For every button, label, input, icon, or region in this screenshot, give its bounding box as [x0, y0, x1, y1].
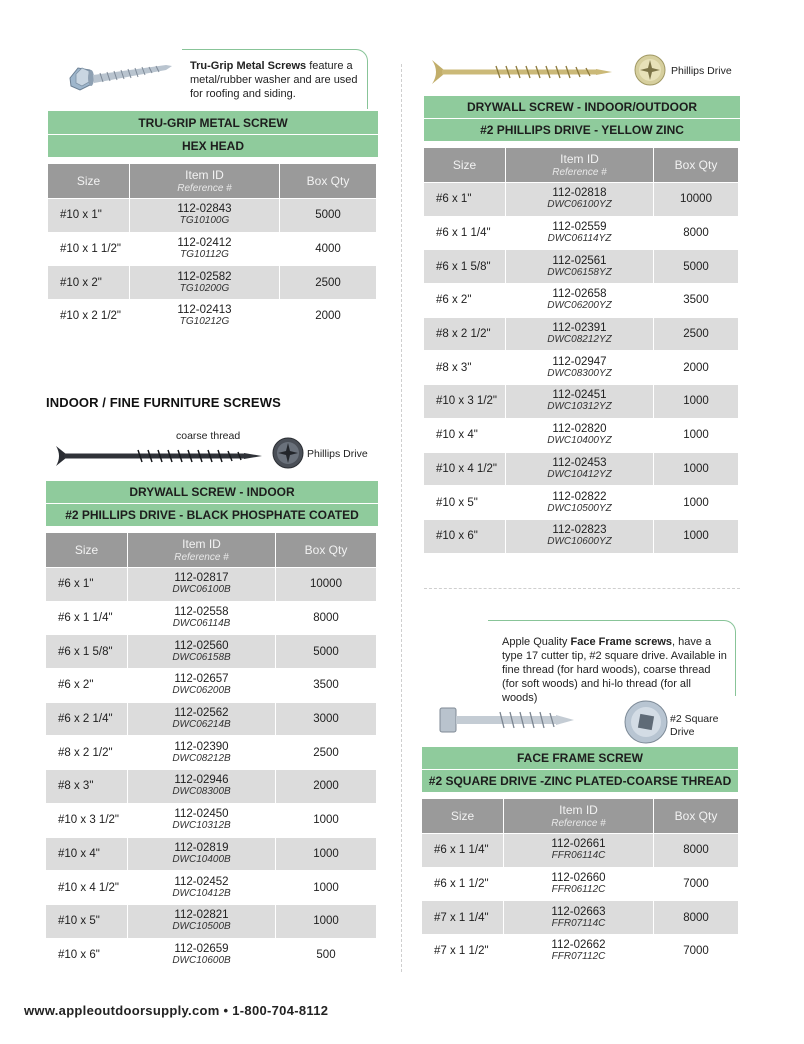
- item-column-header: Item ID Reference #: [130, 164, 280, 198]
- box-qty-cell: 2000: [313, 780, 339, 793]
- faceframe-subtitle-bar: #2 SQUARE DRIVE -ZINC PLATED-COARSE THREAD: [422, 770, 738, 793]
- trugrip-subtitle-bar: HEX HEAD: [48, 135, 378, 158]
- reference-number: DWC06214B: [172, 719, 231, 731]
- table-row: [424, 452, 738, 486]
- item-id: 112-02821: [174, 909, 229, 922]
- box-qty-cell: 1000: [683, 462, 709, 475]
- size-cell: #10 x 1": [48, 199, 130, 232]
- item-id: 112-02451: [552, 389, 607, 402]
- item-id-cell: [128, 669, 276, 702]
- indoor-table: [46, 533, 376, 971]
- item-id-cell: [130, 233, 280, 266]
- box-qty-cell: 7000: [683, 878, 709, 891]
- table-row: [46, 601, 376, 635]
- box-qty-cell: 1000: [683, 395, 709, 408]
- box-qty-cell: 8000: [683, 844, 709, 857]
- item-id: 112-02390: [174, 740, 229, 753]
- reference-number: DWC10600B: [172, 954, 231, 966]
- size-cell: #6 x 1 5/8": [46, 635, 128, 668]
- item-id: 112-02450: [174, 808, 229, 821]
- box-qty-cell: 2500: [315, 276, 341, 289]
- item-id: 112-02947: [552, 355, 607, 368]
- square-drive-icon: [624, 700, 668, 744]
- size-cell: #10 x 6": [424, 520, 506, 553]
- faceframe-callout-bold: Face Frame screws: [570, 636, 672, 648]
- indoor-title-bar: DRYWALL SCREW - INDOOR: [46, 481, 378, 504]
- table-header: [424, 148, 738, 182]
- reference-number: TG10200G: [179, 282, 230, 294]
- table-row: [46, 803, 376, 837]
- reference-number: TG10212G: [179, 316, 230, 328]
- qty-column-header: Box Qty: [304, 543, 348, 557]
- box-qty-cell: 1000: [313, 915, 339, 928]
- size-cell: #6 x 2 1/4": [46, 703, 128, 736]
- item-id: 112-02582: [177, 270, 232, 283]
- reference-number: DWC08212YZ: [547, 334, 612, 346]
- trugrip-table: [48, 164, 376, 333]
- trugrip-callout-text: feature a metal/rubber washer and are used for roofing and siding.: [190, 60, 358, 100]
- table-row: [46, 702, 376, 736]
- item-id: 112-02412: [177, 237, 232, 250]
- item-id-cell: [128, 770, 276, 803]
- item-id: 112-02452: [174, 875, 229, 888]
- table-header: [46, 533, 376, 567]
- outdoor-subtitle-bar: #2 PHILLIPS DRIVE - YELLOW ZINC: [424, 119, 740, 142]
- item-id-cell: [128, 736, 276, 769]
- item-id-cell: [128, 703, 276, 736]
- table-row: [424, 317, 738, 351]
- item-id-cell: [128, 568, 276, 601]
- reference-number: DWC06114B: [172, 618, 231, 630]
- box-qty-cell: 1000: [683, 530, 709, 543]
- reference-number: FFR06114C: [551, 850, 606, 862]
- qty-column-header: Box Qty: [306, 174, 350, 188]
- table-row: [424, 350, 738, 384]
- trugrip-callout-bold: Tru-Grip Metal Screws: [190, 60, 307, 72]
- item-id-cell: [128, 905, 276, 938]
- item-id-cell: [506, 250, 654, 283]
- size-cell: #8 x 3": [46, 770, 128, 803]
- reference-number: DWC06200B: [172, 685, 231, 697]
- item-id: 112-02561: [552, 254, 607, 267]
- table-row: [46, 634, 376, 668]
- size-cell: #6 x 1": [46, 568, 128, 601]
- section-divider: [424, 588, 740, 589]
- reference-number: DWC08300YZ: [547, 367, 612, 379]
- item-column-header: Item ID Reference #: [506, 148, 654, 182]
- item-id-cell: [504, 935, 654, 968]
- size-cell: #6 x 2": [424, 284, 506, 317]
- trugrip-info-callout: [182, 49, 368, 109]
- item-id: 112-02659: [174, 942, 229, 955]
- trugrip-title-bar: TRU-GRIP METAL SCREW: [48, 111, 378, 135]
- column-divider: [401, 64, 402, 972]
- item-id: 112-02822: [552, 490, 607, 503]
- reference-number: DWC08300B: [172, 786, 231, 798]
- reference-number: DWC06200YZ: [547, 300, 612, 312]
- table-header: [48, 164, 376, 198]
- box-qty-cell: 3500: [683, 294, 709, 307]
- item-id: 112-02560: [174, 639, 229, 652]
- footer-contact: www.appleoutdoorsupply.com • 1-800-704-8112: [24, 1003, 329, 1018]
- size-column-header: Size: [424, 148, 506, 182]
- box-qty-cell: 5000: [313, 645, 339, 658]
- box-qty-cell: 1000: [683, 496, 709, 509]
- table-row: [422, 934, 738, 968]
- table-row: [46, 769, 376, 803]
- item-id-cell: [506, 183, 654, 216]
- item-id-cell: [506, 453, 654, 486]
- box-qty-cell: 8000: [683, 911, 709, 924]
- item-id: 112-02663: [551, 905, 606, 918]
- item-id: 112-02558: [174, 606, 229, 619]
- table-row: [422, 867, 738, 901]
- box-qty-cell: 2500: [313, 746, 339, 759]
- size-cell: #6 x 1": [424, 183, 506, 216]
- item-id: 112-02818: [552, 187, 607, 200]
- box-qty-cell: 7000: [683, 945, 709, 958]
- box-qty-cell: 8000: [683, 227, 709, 240]
- item-id: 112-02823: [552, 524, 607, 537]
- table-row: [424, 384, 738, 418]
- reference-number: DWC06100B: [172, 584, 231, 596]
- box-qty-cell: 10000: [680, 193, 712, 206]
- item-id-cell: [130, 300, 280, 333]
- item-id-cell: [128, 871, 276, 904]
- size-column-header: Size: [46, 533, 128, 567]
- box-qty-cell: 10000: [310, 578, 342, 591]
- item-id-cell: [506, 318, 654, 351]
- size-cell: #10 x 5": [46, 905, 128, 938]
- item-id-cell: [504, 868, 654, 901]
- box-qty-cell: 5000: [315, 209, 341, 222]
- size-cell: #10 x 4": [424, 419, 506, 452]
- coarse-thread-label: coarse thread: [176, 430, 241, 442]
- reference-number: DWC10412YZ: [547, 468, 612, 480]
- box-qty-cell: 4000: [315, 243, 341, 256]
- table-row: [46, 567, 376, 601]
- size-column-header: Size: [48, 164, 130, 198]
- item-id: 112-02843: [177, 203, 232, 216]
- box-qty-cell: 3000: [313, 713, 339, 726]
- reference-number: FFR06112C: [551, 884, 606, 896]
- reference-number: DWC10312B: [172, 820, 231, 832]
- black-drywall-screw-image: [52, 442, 264, 470]
- size-cell: #10 x 4 1/2": [424, 453, 506, 486]
- reference-number: TG10112G: [180, 249, 229, 261]
- phillips-drive-icon: [634, 54, 666, 86]
- box-qty-cell: 8000: [313, 612, 339, 625]
- size-cell: #10 x 2": [48, 266, 130, 299]
- square-drive-label-line1: #2 Square: [670, 713, 719, 725]
- outdoor-title-bar: DRYWALL SCREW - INDOOR/OUTDOOR: [424, 96, 740, 119]
- table-row: [48, 265, 376, 299]
- table-row: [48, 232, 376, 266]
- size-cell: #10 x 6": [46, 939, 128, 972]
- item-id-cell: [130, 266, 280, 299]
- item-id: 112-02657: [174, 673, 229, 686]
- item-id: 112-02819: [174, 841, 229, 854]
- item-id-cell: [506, 351, 654, 384]
- size-cell: #6 x 1 5/8": [424, 250, 506, 283]
- size-cell: #10 x 4 1/2": [46, 871, 128, 904]
- size-cell: #10 x 1 1/2": [48, 233, 130, 266]
- item-column-header: Item ID Reference #: [504, 799, 654, 833]
- item-id: 112-02662: [551, 939, 606, 952]
- reference-number: DWC10412B: [172, 887, 231, 899]
- item-id: 112-02661: [551, 838, 606, 851]
- face-frame-screw-image: [436, 702, 576, 738]
- reference-number: DWC10312YZ: [547, 401, 612, 413]
- faceframe-table: [422, 799, 738, 968]
- phillips-drive-label: Phillips Drive: [671, 65, 732, 77]
- table-row: [424, 485, 738, 519]
- reference-number: DWC06100YZ: [547, 199, 612, 211]
- phillips-drive-label: Phillips Drive: [307, 448, 368, 460]
- item-id-cell: [504, 901, 654, 934]
- hex-head-screw-image: [66, 56, 176, 96]
- item-id: 112-02562: [174, 707, 229, 720]
- table-row: [48, 299, 376, 333]
- box-qty-cell: 2500: [683, 328, 709, 341]
- item-id: 112-02817: [174, 572, 229, 585]
- item-id-cell: [506, 520, 654, 553]
- table-row: [46, 904, 376, 938]
- item-id-cell: [128, 635, 276, 668]
- box-qty-cell: 5000: [683, 260, 709, 273]
- table-row: [46, 837, 376, 871]
- size-cell: #8 x 2 1/2": [46, 736, 128, 769]
- table-row: [46, 938, 376, 972]
- item-id: 112-02391: [552, 322, 607, 335]
- table-row: [46, 668, 376, 702]
- box-qty-cell: 500: [316, 948, 336, 961]
- item-id: 112-02820: [552, 423, 607, 436]
- indoor-subtitle-bar: #2 PHILLIPS DRIVE - BLACK PHOSPHATE COATED: [46, 504, 378, 527]
- reference-number: DWC10500B: [172, 921, 231, 933]
- item-id-cell: [128, 939, 276, 972]
- item-id-cell: [506, 419, 654, 452]
- box-qty-cell: 3500: [313, 679, 339, 692]
- table-row: [424, 519, 738, 553]
- item-id-cell: [506, 486, 654, 519]
- size-cell: #10 x 2 1/2": [48, 300, 130, 333]
- faceframe-callout-prefix: Apple Quality: [502, 636, 571, 648]
- item-column-header: Item ID Reference #: [128, 533, 276, 567]
- table-row: [424, 418, 738, 452]
- item-id: 112-02660: [551, 872, 606, 885]
- reference-number: FFR07114C: [551, 917, 606, 929]
- reference-number: DWC08212B: [172, 752, 231, 764]
- box-qty-cell: 1000: [313, 881, 339, 894]
- table-row: [422, 833, 738, 867]
- table-row: [424, 182, 738, 216]
- size-cell: #8 x 3": [424, 351, 506, 384]
- item-id-cell: [504, 834, 654, 867]
- table-row: [46, 735, 376, 769]
- table-row: [422, 900, 738, 934]
- item-id-cell: [128, 838, 276, 871]
- box-qty-cell: 1000: [313, 814, 339, 827]
- item-id: 112-02453: [552, 456, 607, 469]
- qty-column-header: Box Qty: [674, 158, 718, 172]
- size-cell: #10 x 4": [46, 838, 128, 871]
- item-id-cell: [506, 284, 654, 317]
- size-cell: #6 x 1 1/2": [422, 868, 504, 901]
- table-row: [424, 249, 738, 283]
- size-cell: #6 x 1 1/4": [46, 602, 128, 635]
- item-id: 112-02658: [552, 288, 607, 301]
- item-id-cell: [128, 602, 276, 635]
- box-qty-cell: 2000: [315, 310, 341, 323]
- reference-number: FFR07112C: [551, 951, 606, 963]
- faceframe-title-bar: FACE FRAME SCREW: [422, 747, 738, 770]
- item-id-cell: [128, 804, 276, 837]
- yellow-zinc-screw-image: [430, 58, 614, 86]
- size-cell: #6 x 2": [46, 669, 128, 702]
- table-header: [422, 799, 738, 833]
- size-cell: #6 x 1 1/4": [424, 217, 506, 250]
- reference-number: DWC10600YZ: [547, 536, 612, 548]
- size-cell: #7 x 1 1/2": [422, 935, 504, 968]
- square-drive-label-line2: Drive: [670, 726, 695, 738]
- size-column-header: Size: [422, 799, 504, 833]
- box-qty-cell: 1000: [683, 429, 709, 442]
- size-cell: #10 x 5": [424, 486, 506, 519]
- outdoor-table: [424, 148, 738, 553]
- box-qty-cell: 1000: [313, 847, 339, 860]
- faceframe-info-callout: [488, 620, 736, 704]
- table-row: [424, 283, 738, 317]
- faceframe-callout-text: , have a type 17 cutter tip, #2 square drive. Available in fine thread (for hard woods), coarse thread (for soft woods) and hi-lo thread (for all woods): [502, 636, 727, 704]
- reference-number: DWC06114YZ: [547, 233, 612, 245]
- reference-number: DWC06158B: [172, 651, 231, 663]
- table-row: [46, 870, 376, 904]
- item-id-cell: [506, 385, 654, 418]
- item-id: 112-02413: [177, 304, 232, 317]
- reference-number: DWC10500YZ: [547, 502, 612, 514]
- table-row: [424, 216, 738, 250]
- size-cell: #7 x 1 1/4": [422, 901, 504, 934]
- reference-number: TG10100G: [179, 215, 230, 227]
- reference-number: DWC10400YZ: [547, 435, 612, 447]
- table-row: [48, 198, 376, 232]
- item-id: 112-02946: [174, 774, 229, 787]
- reference-number: DWC06158YZ: [547, 266, 612, 278]
- box-qty-cell: 2000: [683, 361, 709, 374]
- reference-number: DWC10400B: [172, 853, 231, 865]
- item-id-cell: [506, 217, 654, 250]
- indoor-section-title: INDOOR / FINE FURNITURE SCREWS: [46, 395, 281, 410]
- size-cell: #6 x 1 1/4": [422, 834, 504, 867]
- phillips-drive-icon: [272, 437, 304, 469]
- size-cell: #10 x 3 1/2": [46, 804, 128, 837]
- qty-column-header: Box Qty: [674, 809, 718, 823]
- size-cell: #8 x 2 1/2": [424, 318, 506, 351]
- item-id-cell: [130, 199, 280, 232]
- size-cell: #10 x 3 1/2": [424, 385, 506, 418]
- item-id: 112-02559: [552, 221, 607, 234]
